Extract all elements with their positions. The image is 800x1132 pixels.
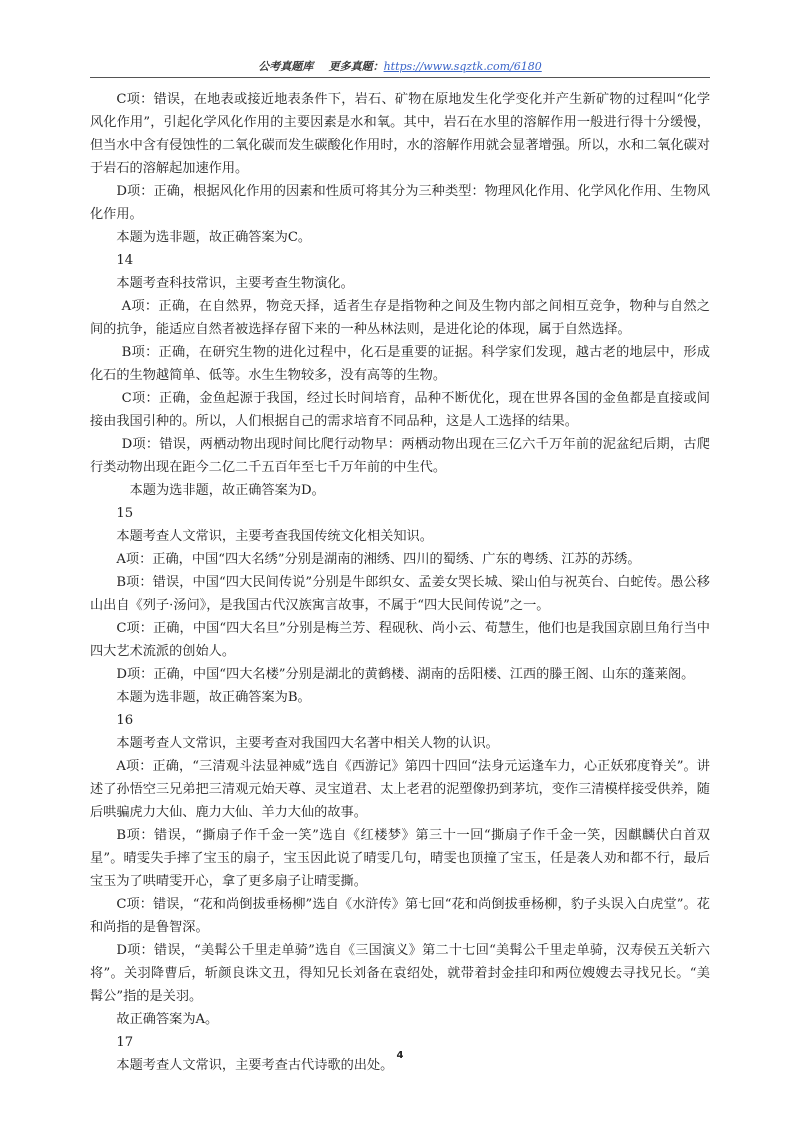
paragraph: C项：正确，金鱼起源于我国，经过长时间培育，品种不断优化，现在世界各国的金鱼都是直接或间接由我国引种的。所以，人们根据自己的需求培育不同品种，这是人工选择的结果。 <box>90 391 710 429</box>
paragraph: 16 <box>116 713 134 728</box>
paragraph: B项：错误，中国“四大民间传说”分别是牛郎织女、孟姜女哭长城、梁山伯与祝英台、白蛇传。愚公移山出自《列子·汤问》，是我国古代汉族寓言故事，不属于“四大民间传说”之一。 <box>90 575 710 613</box>
paragraph: 15 <box>116 506 134 521</box>
paragraph: 14 <box>116 253 134 268</box>
paragraph: C项：错误，在地表或接近地表条件下，岩石、矿物在原地发生化学变化并产生新矿物的过程叫“化学风化作用”，引起化学风化作用的主要因素是水和氧。其中，岩石在水里的溶解作用一般进行得十分缓慢，但当水中含有侵蚀性的二氧化碳而发生碳酸化作用时，水的溶解作用就会显著增强。所以，水和二氧化碳对于岩石的溶解起加速作用。 <box>90 92 710 176</box>
paragraph: D项：错误，两栖动物出现时间比爬行动物早：两栖动物出现在三亿六千万年前的泥盆纪后期，古爬行类动物出现在距今二亿二千五百年至七千万年前的中生代。 <box>90 437 710 475</box>
paragraph: C项：正确，中国“四大名旦”分别是梅兰芳、程砚秋、尚小云、荀慧生，他们也是我国京剧旦角行当中四大艺术流派的创始人。 <box>90 621 710 659</box>
paragraph: 本题考查人文常识，主要考查古代诗歌的出处。 <box>116 1058 394 1073</box>
header-url-link[interactable]: https://www.sqztk.com/6180 <box>383 60 542 73</box>
paragraph: C项：错误，“花和尚倒拔垂杨柳”选自《水浒传》第七回“花和尚倒拔垂杨柳，豹子头误入白虎堂”。花和尚指的是鲁智深。 <box>90 897 710 935</box>
paragraph: B项：错误，“撕扇子作千金一笑”选自《红楼梦》第三十一回“撕扇子作千金一笑，因麒麟伏白首双星”。晴雯失手摔了宝玉的扇子，宝玉因此说了晴雯几句，晴雯也顶撞了宝玉，任是袭人劝和都不行，最后宝玉为了哄晴雯开心，拿了更多扇子让晴雯撕。 <box>90 828 710 889</box>
paragraph: 故正确答案为A。 <box>116 1012 219 1027</box>
paragraph: B项：正确，在研究生物的进化过程中，化石是重要的证据。科学家们发现，越古老的地层中，形成化石的生物越简单、低等。水生生物较多，没有高等的生物。 <box>90 345 710 383</box>
header-brand: 公考真题库 <box>258 60 314 73</box>
document-body <box>90 88 710 1077</box>
paragraph: D项：正确，根据风化作用的因素和性质可将其分为三种类型：物理风化作用、化学风化作用、生物风化作用。 <box>90 184 710 222</box>
page-number: 4 <box>396 1050 404 1061</box>
paragraph: 本题考查人文常识，主要考查对我国四大名著中相关人物的认识。 <box>116 736 499 751</box>
paragraph: A项：正确，中国“四大名绣”分别是湖南的湘绣、四川的蜀绣、广东的粤绣、江苏的苏绣。 <box>116 552 641 567</box>
paragraph: 本题为选非题，故正确答案为B。 <box>116 690 311 705</box>
paragraph: 17 <box>116 1035 134 1050</box>
paragraph: A项：正确，在自然界，物竞天择，适者生存是指物种之间及生物内部之间相互竞争，物种与自然之间的抗争，能适应自然者被选择存留下来的一种丛林法则，是进化论的体现，属于自然选择。 <box>90 299 710 337</box>
paragraph: 本题为选非题，故正确答案为D。 <box>129 483 325 498</box>
paragraph: 本题考查科技常识，主要考查生物演化。 <box>116 276 354 291</box>
paragraph: 本题为选非题，故正确答案为C。 <box>116 230 312 245</box>
paragraph: D项：错误，“美髯公千里走单骑”选自《三国演义》第二十七回“美髯公千里走单骑，汉寿侯五关斩六将”。关羽降曹后，斩颜良诛文丑，得知兄长刘备在袁绍处，就带着封金挂印和两位嫂嫂去寻找兄长。“美髯公”指的是关羽。 <box>90 943 710 1004</box>
paragraph: D项：正确，中国“四大名楼”分别是湖北的黄鹤楼、湖南的岳阳楼、江西的滕王阁、山东的蓬莱阁。 <box>116 667 695 682</box>
paragraph: 本题考查人文常识，主要考查我国传统文化相关知识。 <box>116 529 433 544</box>
header-divider <box>90 77 710 78</box>
page-header <box>0 58 800 74</box>
paragraph: A项：正确，“三清观斗法显神威”选自《西游记》第四十四回“法身元运逢车力，心正妖邪度脊关”。讲述了孙悟空三兄弟把三清观元始天尊、灵宝道君、太上老君的泥塑像扔到茅坑，变作三清模样接受供养，随后哄骗虎力大仙、鹿力大仙、羊力大仙的故事。 <box>90 759 710 820</box>
header-label: 更多真题： <box>328 60 384 73</box>
